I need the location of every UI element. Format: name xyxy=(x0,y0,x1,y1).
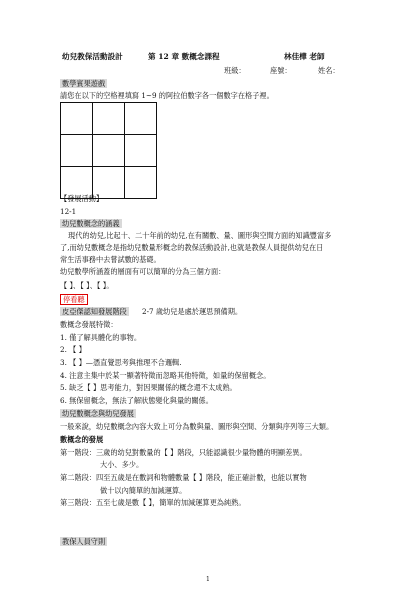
paragraph-line: 了,而幼兒數概念是指幼兒數量形概念的教保活動設計,也就是教保人員提供幼兒在日 xyxy=(60,243,324,252)
piaget-description: 2-7 歲幼兒是處於運思預備期。 xyxy=(142,307,243,316)
piaget-term: 皮亞傑認知發展階段 xyxy=(62,307,127,316)
content-title: 幼兒數概念與幼兒發展 xyxy=(62,409,134,418)
feature-item: 1. 僅了解具體化的事物。 xyxy=(60,333,142,342)
feature-item: 3. 【 】—憑直覺思考與推理不合邏輯. xyxy=(60,358,182,367)
content-intro: 一般來說，幼兒數概念內容大致上可分為數與量、圖形與空間、分類與序列等三大類。 xyxy=(60,422,334,431)
bingo-cell[interactable] xyxy=(125,135,157,167)
stage-line: 做十以內簡單的加減運算。 xyxy=(100,486,187,495)
teacher-name: 林佳樺 老師 xyxy=(284,52,325,61)
page-number: 1 xyxy=(206,576,210,583)
bingo-cell[interactable] xyxy=(61,103,93,135)
class-label: 班級： xyxy=(224,66,246,75)
course-title: 幼兒教保活動設計 xyxy=(62,52,123,61)
staff-rules-title: 教保人員守則 xyxy=(62,537,106,546)
development-title: 數概念的發展 xyxy=(60,435,104,444)
bingo-title: 數學賓果遊戲 xyxy=(62,79,106,88)
features-title: 數概念發展特徵： xyxy=(60,320,118,329)
feature-item: 2. 【 】 xyxy=(60,345,86,354)
feature-item: 6. 無保留概念，無法了解狀態變化與量的關係。 xyxy=(60,396,213,405)
feature-item: 5. 缺乏【 】思考能力，對因果關係的概念還不太成熟。 xyxy=(60,383,237,392)
stage-line: 大小、多少。 xyxy=(100,460,144,469)
pause-label: 停看聽 xyxy=(60,294,88,305)
bingo-cell[interactable] xyxy=(125,167,157,199)
fill-in-blanks: 【 】、【 】、【 】。 xyxy=(60,281,114,290)
section-number: 12-1 xyxy=(60,207,77,216)
paragraph-line: 現代的幼兒,比起十、二十年前的幼兒,在有關數、量、圖形與空間方面的知識豐富多 xyxy=(68,231,332,240)
section-subtitle: 幼兒數概念的涵義 xyxy=(62,219,120,228)
feature-item: 4. 注意主集中於某一顯著特徵而忽略其他特徵，如量的保留概念。 xyxy=(60,371,271,380)
stage-line: 第三階段：五至七歲是數【 】，簡單的加減運算更為純熟。 xyxy=(60,498,246,507)
paragraph-line: 常生活事務中去嘗試數的基礎。 xyxy=(60,255,161,264)
bingo-cell[interactable] xyxy=(93,135,125,167)
stage-line: 第一階段：三歲的幼兒對數量的【 】階段，只能認識很少量物體的明顯差異。 xyxy=(60,448,307,457)
chapter-title: 第 12 章 數概念課程 xyxy=(148,52,220,61)
bingo-grid xyxy=(60,102,157,199)
bingo-instruction: 請您在以下的空格裡填寫 1~9 的阿拉伯數字各一個數字在格子裡。 xyxy=(60,91,274,100)
name-label: 姓名： xyxy=(318,66,340,75)
seat-label: 座號： xyxy=(270,66,292,75)
bingo-cell[interactable] xyxy=(61,135,93,167)
paragraph-line: 幼兒數學所涵蓋的層面有可以簡單的分為三個方面： xyxy=(60,267,226,276)
activity-title: 【發展活動】 xyxy=(60,194,104,203)
stage-line: 第二階段：四至五歲是在數詞和物體數量【 】階段，能正確計數，也能以實物 xyxy=(60,473,307,482)
bingo-cell[interactable] xyxy=(125,103,157,135)
bingo-cell[interactable] xyxy=(93,103,125,135)
